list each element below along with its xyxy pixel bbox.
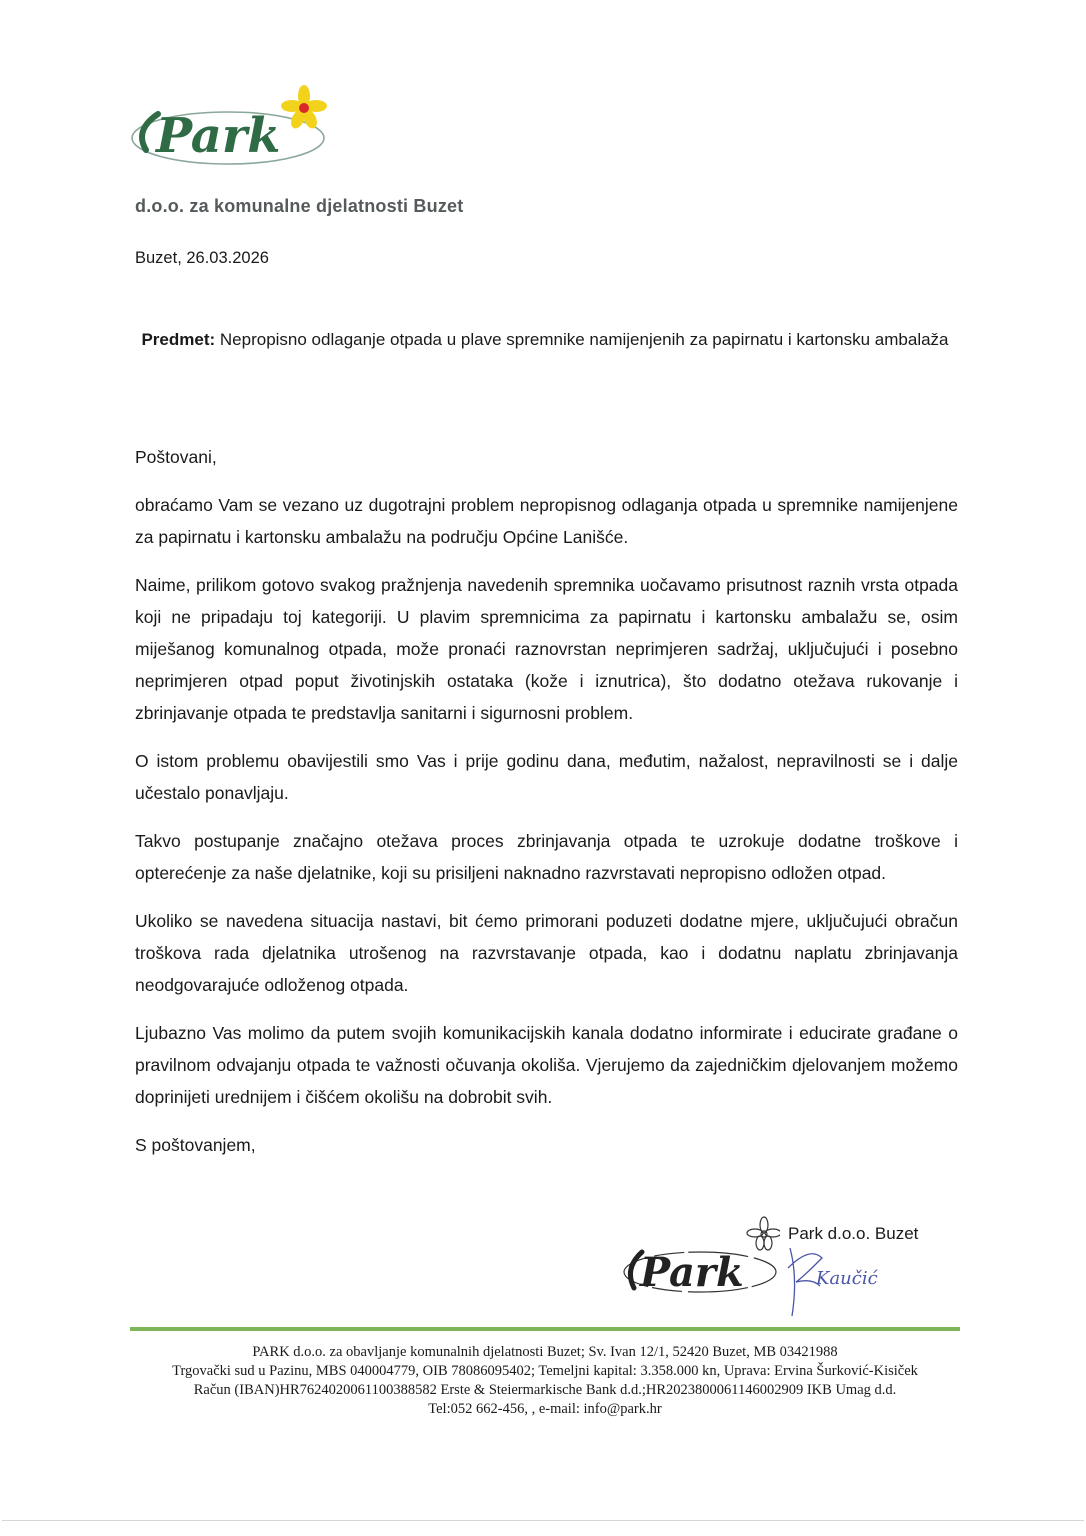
paragraph: obraćamo Vam se vezano uz dugotrajni problem nepropisnog odlaganja otpada u spremnike namijenjene za papirnatu i kartonsku ambalažu na području Općine Lanišće.	[135, 495, 958, 547]
svg-text:Park: Park	[156, 108, 281, 164]
paragraph: Ukoliko se navedena situacija nastavi, bit ćemo primorani poduzeti dodatne mjere, uključujući obračun troškova rada djelatnika utrošenog na razvrstavanje otpada, kao i dodatnu naplatu zbrinjavanja neodgovarajuće odloženog otpada.	[135, 911, 958, 995]
closing: S poštovanjem,	[135, 1135, 256, 1155]
svg-text:Kaučić: Kaučić	[816, 1268, 878, 1289]
park-logo-icon	[128, 84, 338, 172]
footer-divider	[130, 1327, 960, 1331]
footer-line: Račun (IBAN)HR7624020061100388582 Erste & Steiermarkische Bank d.d.;HR2023800061146002909 IKB Umag d.d.	[193, 1382, 897, 1398]
flower-icon	[281, 85, 327, 131]
paragraph: Takvo postupanje značajno otežava proces zbrinjavanja otpada te uzrokuje dodatne troškove i opterećenje za naše djelatnike, koji su prisiljeni naknadno razvrstavati nepropisno odložen otpad.	[135, 831, 958, 883]
company-subtitle: d.o.o. za komunalne djelatnosti Buzet	[135, 196, 464, 216]
svg-text:Park: Park	[640, 1249, 744, 1296]
page-edge-line	[2, 1520, 1084, 1521]
handwritten-signature-icon	[782, 1238, 902, 1318]
footer-line: PARK d.o.o. za obavljanje komunalnih djelatnosti Buzet; Sv. Ivan 12/1, 52420 Buzet, MB 03421988	[252, 1344, 838, 1360]
subject-label: Predmet:	[141, 330, 216, 349]
date-line: Buzet, 26.03.2026	[135, 249, 269, 267]
company-logo	[128, 84, 338, 172]
footer-info	[130, 1343, 960, 1419]
paragraph: Ljubazno Vas molimo da putem svojih komunikacijskih kanala dodatno informirate i educirate građane o pravilnom odvajanju otpada te važnosti očuvanja okoliša. Vjerujemo da zajedničkim djelovanjem možemo doprinijeti urednijem i čišćem okolišu na dobrobit svih.	[135, 1023, 958, 1107]
footer-line: Trgovački sud u Pazinu, MBS 040004779, OIB 78086095402; Temeljni kapital: 3.358.000 kn, Uprava: Ervina Šurković-Kisiček	[172, 1363, 918, 1379]
paragraph: Naime, prilikom gotovo svakog pražnjenja navedenih spremnika uočavamo prisutnost raznih vrsta otpada koji ne pripadaju toj kategoriji. U plavim spremnicima za papirnatu i kartonsku ambalažu se, osim miješanog komunalnog otpada, može pronaći raznovrstan neprimjeren sadržaj, uključujući i posebno neprimjeren otpad poput životinjskih ostataka (kože i iznutrica), što dodatno otežava rukovanje i zbrinjavanje otpada te predstavlja sanitarni i sigurnosni problem.	[135, 575, 958, 723]
signatory-company: Park d.o.o. Buzet	[788, 1224, 919, 1243]
footer-line: Tel:052 662-456, , e-mail: info@park.hr	[428, 1401, 662, 1417]
company-stamp-icon	[620, 1212, 780, 1308]
salutation: Poštovani,	[135, 447, 217, 467]
subject-line	[135, 327, 955, 353]
signature-block	[620, 1208, 950, 1318]
paragraph: O istom problemu obavijestili smo Vas i prije godinu dana, međutim, nažalost, nepravilnosti se i dalje učestalo ponavljaju.	[135, 751, 958, 803]
subject-text: Nepropisno odlaganje otpada u plave spremnike namijenjenih za papirnatu i kartonsku ambalaža	[219, 330, 949, 349]
letter-body	[135, 441, 958, 1177]
